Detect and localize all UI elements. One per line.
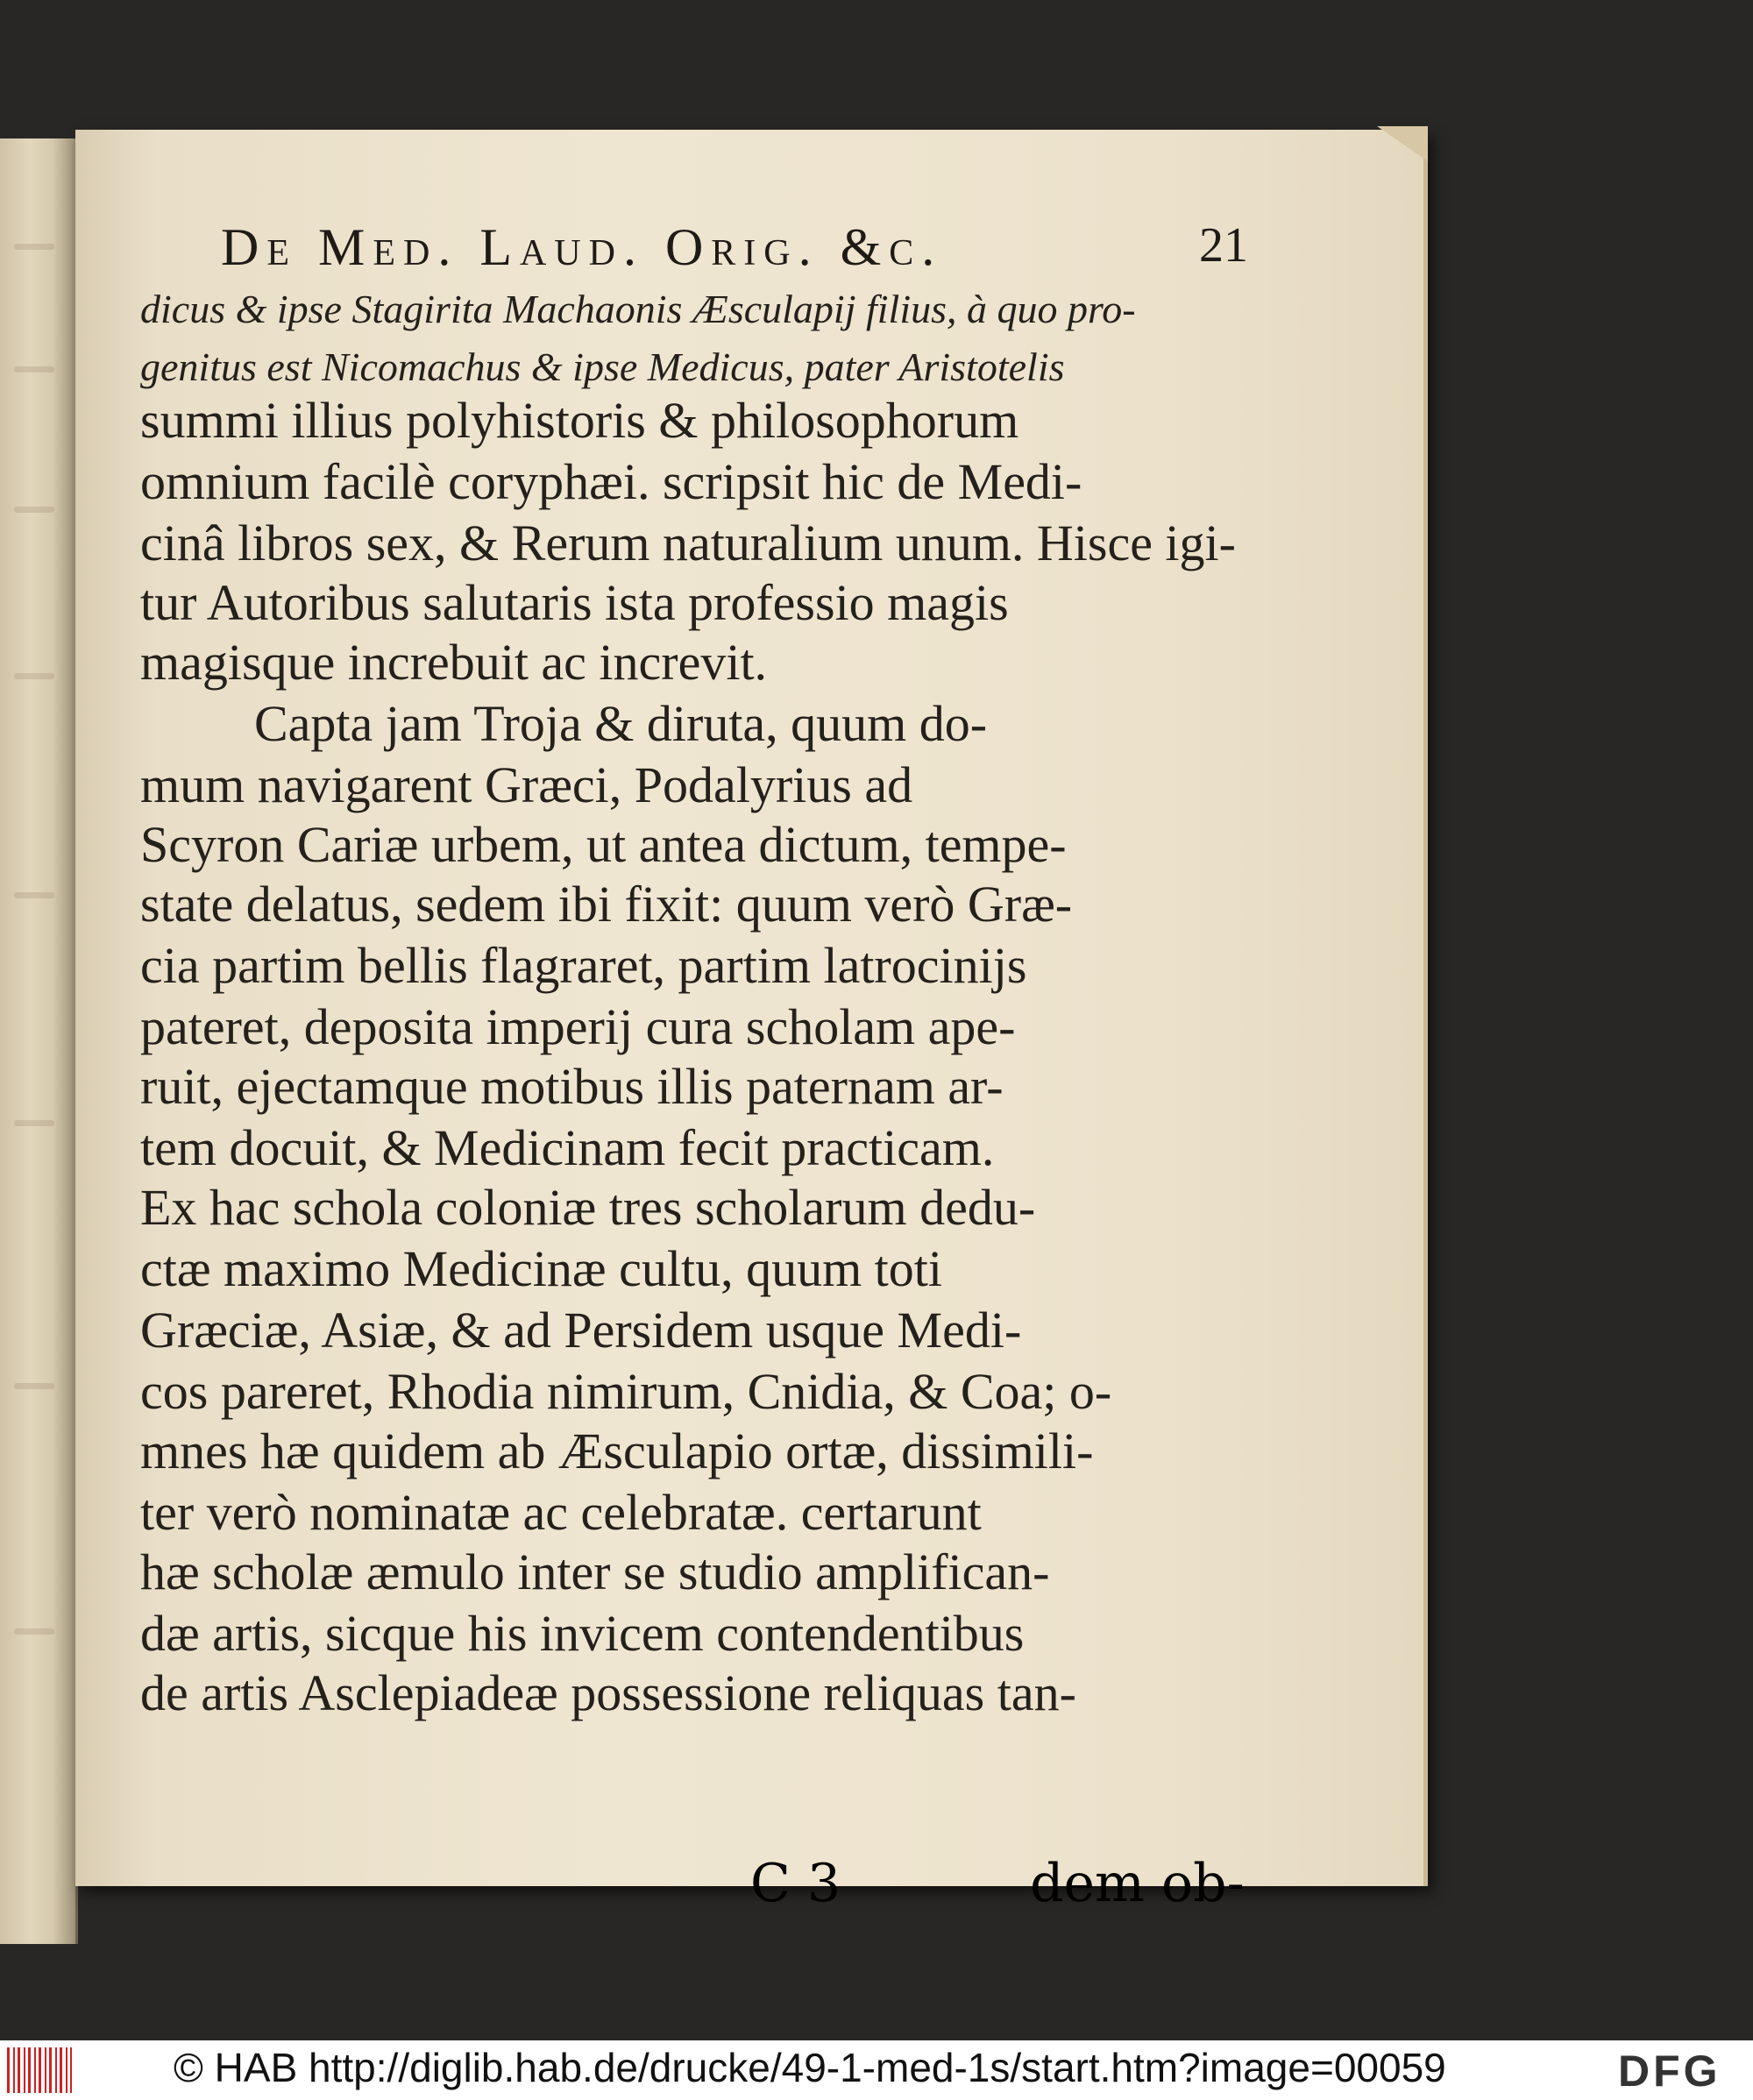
text-line: genitus est Nicomachus & ipse Medicus, pater Aristotelis — [140, 344, 1065, 389]
text-line: cos pareret, Rhodia nimirum, Cnidia, & Coa; o- — [140, 1363, 1112, 1420]
text-line: Ex hac schola coloniæ tres scholarum dedu- — [140, 1179, 1036, 1236]
catchword: dem ob- — [1030, 1853, 1245, 1914]
text-line: summi illius polyhistoris & philosophorum — [140, 392, 1019, 449]
hab-barcode-icon — [7, 2047, 72, 2093]
text-line: Græciæ, Asiæ, & ad Persidem usque Medi- — [140, 1302, 1022, 1359]
book-page — [75, 130, 1428, 1914]
text-line: pateret, deposita imperij cura scholam ape- — [140, 998, 1016, 1055]
text-line: hæ scholæ æmulo inter se studio amplifican- — [140, 1543, 1050, 1600]
catchline — [750, 1853, 1245, 1914]
dfg-logo: DFG — [1618, 2047, 1721, 2096]
text-line: omnium facilè coryphæi. scripsit hic de Medi- — [140, 453, 1082, 510]
text-line: de artis Asclepiadeæ possessione reliquas tan- — [140, 1664, 1076, 1721]
page-corner — [1377, 126, 1428, 161]
text-line: state delatus, sedem ibi fixit: quum verò Græ- — [140, 876, 1073, 933]
text-line: dæ artis, sicque his invicem contendentibus — [140, 1605, 1025, 1662]
text-line: magisque increbuit ac increvit. — [140, 634, 768, 691]
text-line: ruit, ejectamque motibus illis paternam ar- — [140, 1058, 1004, 1115]
text-line: cinâ libros sex, & Rerum naturalium unum. Hisce igi- — [140, 514, 1236, 571]
page-number: 21 — [1199, 218, 1248, 273]
text-line: tem docuit, & Medicinam fecit practicam. — [140, 1119, 995, 1176]
text-line: mum navigarent Græci, Podalyrius ad — [140, 756, 913, 813]
text-line: ctæ maximo Medicinæ cultu, quum toti — [140, 1240, 943, 1297]
copyright-link[interactable]: © HAB http://diglib.hab.de/drucke/49-1-med-1s/start.htm?image=00059 — [174, 2045, 1446, 2090]
text-line: Capta jam Troja & diruta, quum do- — [254, 695, 988, 752]
text-line: dicus & ipse Stagirita Machaonis Æsculapij filius, à quo pro- — [140, 287, 1136, 331]
page-header — [221, 212, 1248, 291]
text-line: tur Autoribus salutaris ista professio magis — [140, 574, 1009, 631]
running-title: De Med. Laud. Orig. &c. — [221, 218, 943, 276]
text-line: cia partim bellis flagraret, partim latrocinijs — [140, 937, 1027, 994]
text-line: ter verò nominatæ ac celebratæ. certarunt — [140, 1484, 982, 1541]
text-line: Scyron Cariæ urbem, ut antea dictum, tempe- — [140, 816, 1067, 873]
footer-bar — [0, 2040, 1753, 2100]
signature-mark: C 3 — [750, 1853, 841, 1914]
facing-page-edge — [0, 138, 78, 1944]
text-line: mnes hæ quidem ab Æsculapio ortæ, dissimili- — [140, 1422, 1094, 1479]
